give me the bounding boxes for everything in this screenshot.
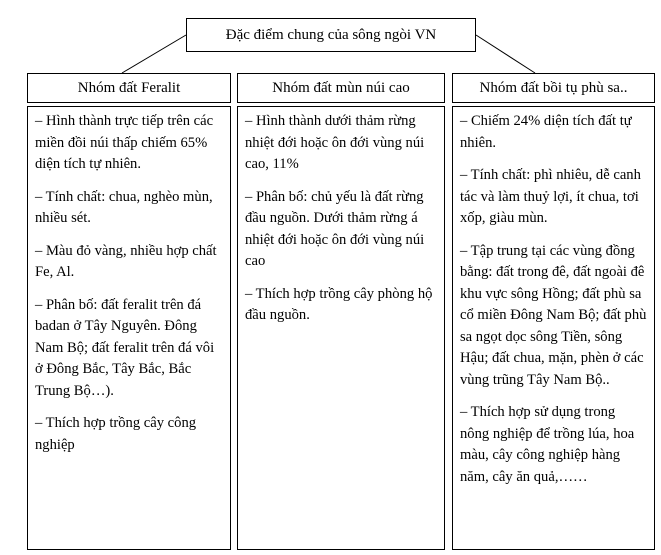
- connector-left: [122, 35, 186, 73]
- boi-tu-phu-sa-item: – Tập trung tại các vùng đồng bằng: đất trong đê, đất ngoài đê khu vực sông Hồng; đất phù sa cổ miền Đông Nam Bộ; đất phù sa ngọt dọc sông Tiền, sông Hậu; đất chua, mặn, phèn ở các vùng trũng Tây Nam Bộ..: [460, 242, 647, 388]
- feralit-item: – Thích hợp trồng cây công nghiệp: [35, 415, 197, 453]
- header-feralit: [27, 73, 231, 103]
- mun-nui-cao-item: – Thích hợp trồng cây phòng hộ đầu nguồn.: [245, 285, 433, 323]
- header-mun-nui-cao: [237, 73, 445, 103]
- header-mun-nui-cao-text: Nhóm đất mùn núi cao: [272, 79, 410, 96]
- diagram-title: [186, 18, 476, 52]
- connector-right: [476, 35, 535, 73]
- boi-tu-phu-sa-item: – Tính chất: phì nhiêu, dễ canh tác và làm thuỷ lợi, ít chua, tơi xốp, giàu mùn.: [460, 167, 641, 226]
- column-boi-tu-phu-sa: [452, 106, 655, 550]
- column-feralit: [27, 106, 231, 550]
- column-mun-nui-cao: [237, 106, 445, 550]
- boi-tu-phu-sa-item: – Chiếm 24% diện tích đất tự nhiên.: [460, 113, 632, 151]
- diagram-title-text: Đặc điểm chung của sông ngòi VN: [225, 26, 437, 43]
- header-boi-tu-phu-sa-text: Nhóm đất bồi tụ phù sa..: [479, 79, 628, 96]
- boi-tu-phu-sa-item: – Thích hợp sử dụng trong nông nghiệp để trồng lúa, hoa màu, cây công nghiệp hàng năm, cây ăn quả,……: [460, 404, 635, 485]
- mun-nui-cao-item: – Hình thành dưới thảm rừng nhiệt đới hoặc ôn đới vùng núi cao, 11%: [245, 113, 425, 172]
- header-feralit-text: Nhóm đất Feralit: [77, 79, 181, 96]
- feralit-item: – Màu đỏ vàng, nhiều hợp chất Fe, Al.: [35, 242, 217, 280]
- header-boi-tu-phu-sa: [452, 73, 655, 103]
- feralit-item: – Phân bố: đất feralit trên đá badan ở Tây Nguyên. Đông Nam Bộ; đất feralit trên đá vôi ở Đông Bắc, Tây Bắc, Bắc Trung Bộ…).: [35, 296, 215, 399]
- mun-nui-cao-item: – Phân bố: chủ yếu là đất rừng đầu nguồn. Dưới thảm rừng á nhiệt đới hoặc ôn đới vùng núi cao: [245, 188, 425, 269]
- feralit-item: – Tính chất: chua, nghèo mùn, nhiều sét.: [35, 188, 213, 226]
- feralit-item: – Hình thành trực tiếp trên các miền đồi núi thấp chiếm 65% diện tích tự nhiên.: [35, 113, 214, 172]
